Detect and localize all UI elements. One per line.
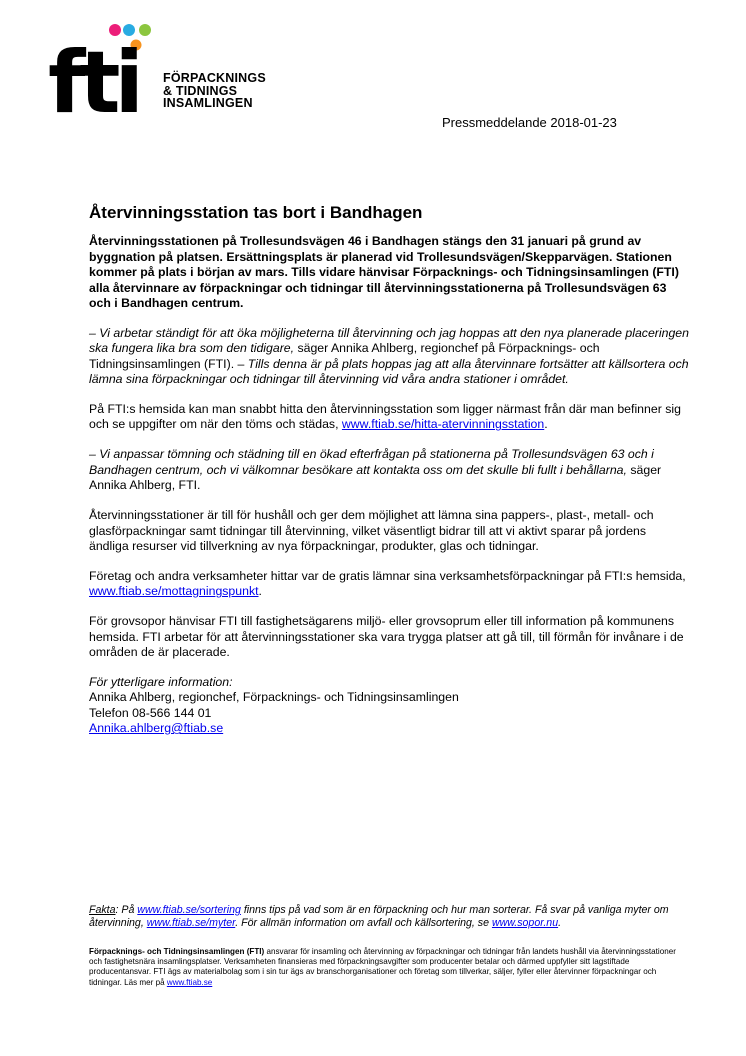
quote-2-attribution: säger Annika Ahlberg, FTI.: [89, 462, 662, 493]
paragraph-website: [89, 402, 689, 433]
paragraph-stations: Återvinningsstationer är till för hushåll och ger dem möjlighet att lämna sina pappers-, plast-, metall- och glasförpackningar samt tidningar till återvinning, vilket väsentligt bidrar till att vi aktivt sparar på jordens ändliga resurser vid tillverkning av nya förpackningar, produkter, glas och tidningar.: [89, 508, 654, 553]
paragraph-grovsopor: För grovsopor hänvisar FTI till fastighetsägarens miljö- eller grovsoprum eller till information på kommunens hemsida. FTI arbetar för att återvinningsstationer ska vara trygga platser att gå till, till förmån för invånare i de områden de är placerade.: [89, 614, 684, 659]
link-sortering[interactable]: www.ftiab.se/sortering: [137, 904, 241, 916]
fti-logo: [48, 22, 288, 122]
link-mottagningspunkt[interactable]: www.ftiab.se/mottagningspunkt: [89, 584, 259, 599]
quote-1-italic-a: – Vi arbetar ständigt för att öka möjligheterna till återvinning och jag hoppas att den nya planerade placeringen ska fungera lika bra som den tidigare,: [89, 325, 689, 356]
press-release-date: Pressmeddelande 2018-01-23: [442, 115, 617, 130]
quote-2-italic: – Vi anpassar tömning och städning till en ökad efterfrågan på stationerna på Trollesundsvägen 63 och i Bandhagen centrum, och vi välkomnar besökare att kontakta oss om det skulle bli fullt i behållarna,: [89, 447, 654, 477]
paragraph-companies-text: Företag och andra verksamheter hittar var de gratis lämnar sina verksamhetsförpackningar på FTI:s hemsida,: [89, 568, 686, 583]
contact-block: [89, 675, 689, 737]
paragraph-companies-end: .: [258, 584, 262, 599]
link-sopor[interactable]: www.sopor.nu: [491, 917, 559, 929]
paragraph-website-end: .: [544, 417, 548, 432]
article-title: Återvinningsstation tas bort i Bandhagen: [89, 203, 423, 222]
fti-logo-mark: [48, 22, 158, 122]
link-ftiab[interactable]: www.ftiab.se: [166, 977, 213, 987]
about-fti-text: ansvarar för insamling och återvinning av förpackningar och tidningar från landets hushåll via återvinningsstationer och fastighetsnära insamlingsplatser. Verksamheten finansieras med förpackningsavgifter som producenter betalar och därmed uppfyller sitt lagstiftade producentansvar. FTI ägs av materialbolag som i sin tur ägs av branschorganisationer och företag som tillverkar, säljer, fyller eller återvinner förpackningar och tidningar. Läs mer på: [89, 947, 676, 987]
paragraph-quote-2: [89, 447, 689, 493]
article: [89, 205, 689, 736]
fakta-text-1: : På: [115, 904, 138, 916]
link-myter[interactable]: www.ftiab.se/myter: [146, 917, 236, 929]
quote-1-attribution: säger Annika Ahlberg, regionchef på Förpacknings- och Tidningsinsamlingen (FTI). –: [89, 341, 600, 371]
brand-name: [163, 72, 266, 110]
fakta-text-2: finns tips på vad som är en förpackning och hur man sorterar. Få svar på vanliga myter om återvinning,: [89, 904, 669, 929]
brand-line-2: & TIDNINGS: [163, 83, 238, 98]
paragraph-companies: [89, 569, 689, 600]
paragraph-quote-1: [89, 326, 689, 388]
brand-line-3: INSAMLINGEN: [163, 96, 253, 110]
fakta-label: Fakta: [89, 904, 116, 916]
fakta-text-4: .: [558, 917, 562, 929]
logo-text: fti: [48, 33, 139, 122]
contact-heading: [89, 675, 689, 690]
contact-email-link[interactable]: Annika.ahlberg@ftiab.se: [89, 721, 224, 736]
fakta-box: [89, 904, 689, 930]
quote-1-italic-b: Tills denna är på plats hoppas jag att alla återvinnare fortsätter att källsortera och lämna sina förpackningar och tidningar till återvinning vid våra andra stationer i området.: [89, 356, 689, 387]
contact-name: Annika Ahlberg, regionchef, Förpacknings- och Tidningsinsamlingen: [89, 690, 459, 705]
fakta-text-3: . För allmän information om avfall och källsortering, se: [235, 917, 492, 929]
contact-phone: Telefon 08-566 144 01: [89, 705, 212, 720]
article-lead: Återvinningsstationen på Trollesundsvägen 46 i Bandhagen stängs den 31 januari på grund av byggnation på platsen. Ersättningsplats är planerad vid Trollesundsvägen/Skepparvägen. Stationen kommer på plats i början av mars. Tills vidare hänvisar Förpacknings- och Tidningsinsamlingen (FTI) alla återvinnare av förpackningar och tidningar till återvinningsstationerna på Trollesundsvägen 63 och i Bandhagen centrum.: [89, 234, 679, 311]
paragraph-website-text: På FTI:s hemsida kan man snabbt hitta den återvinningsstation som ligger närmast från där man befinner sig och se uppgifter om när den töms och städas,: [89, 402, 681, 432]
contact-heading-text: För ytterligare information:: [89, 674, 233, 689]
link-hitta-atervinningsstation[interactable]: www.ftiab.se/hitta-atervinningsstation: [341, 417, 545, 432]
about-fti: [89, 947, 689, 988]
about-fti-bold: Förpacknings- och Tidningsinsamlingen (FTI): [89, 947, 265, 956]
brand-line-1: FÖRPACKNINGS: [163, 71, 266, 85]
